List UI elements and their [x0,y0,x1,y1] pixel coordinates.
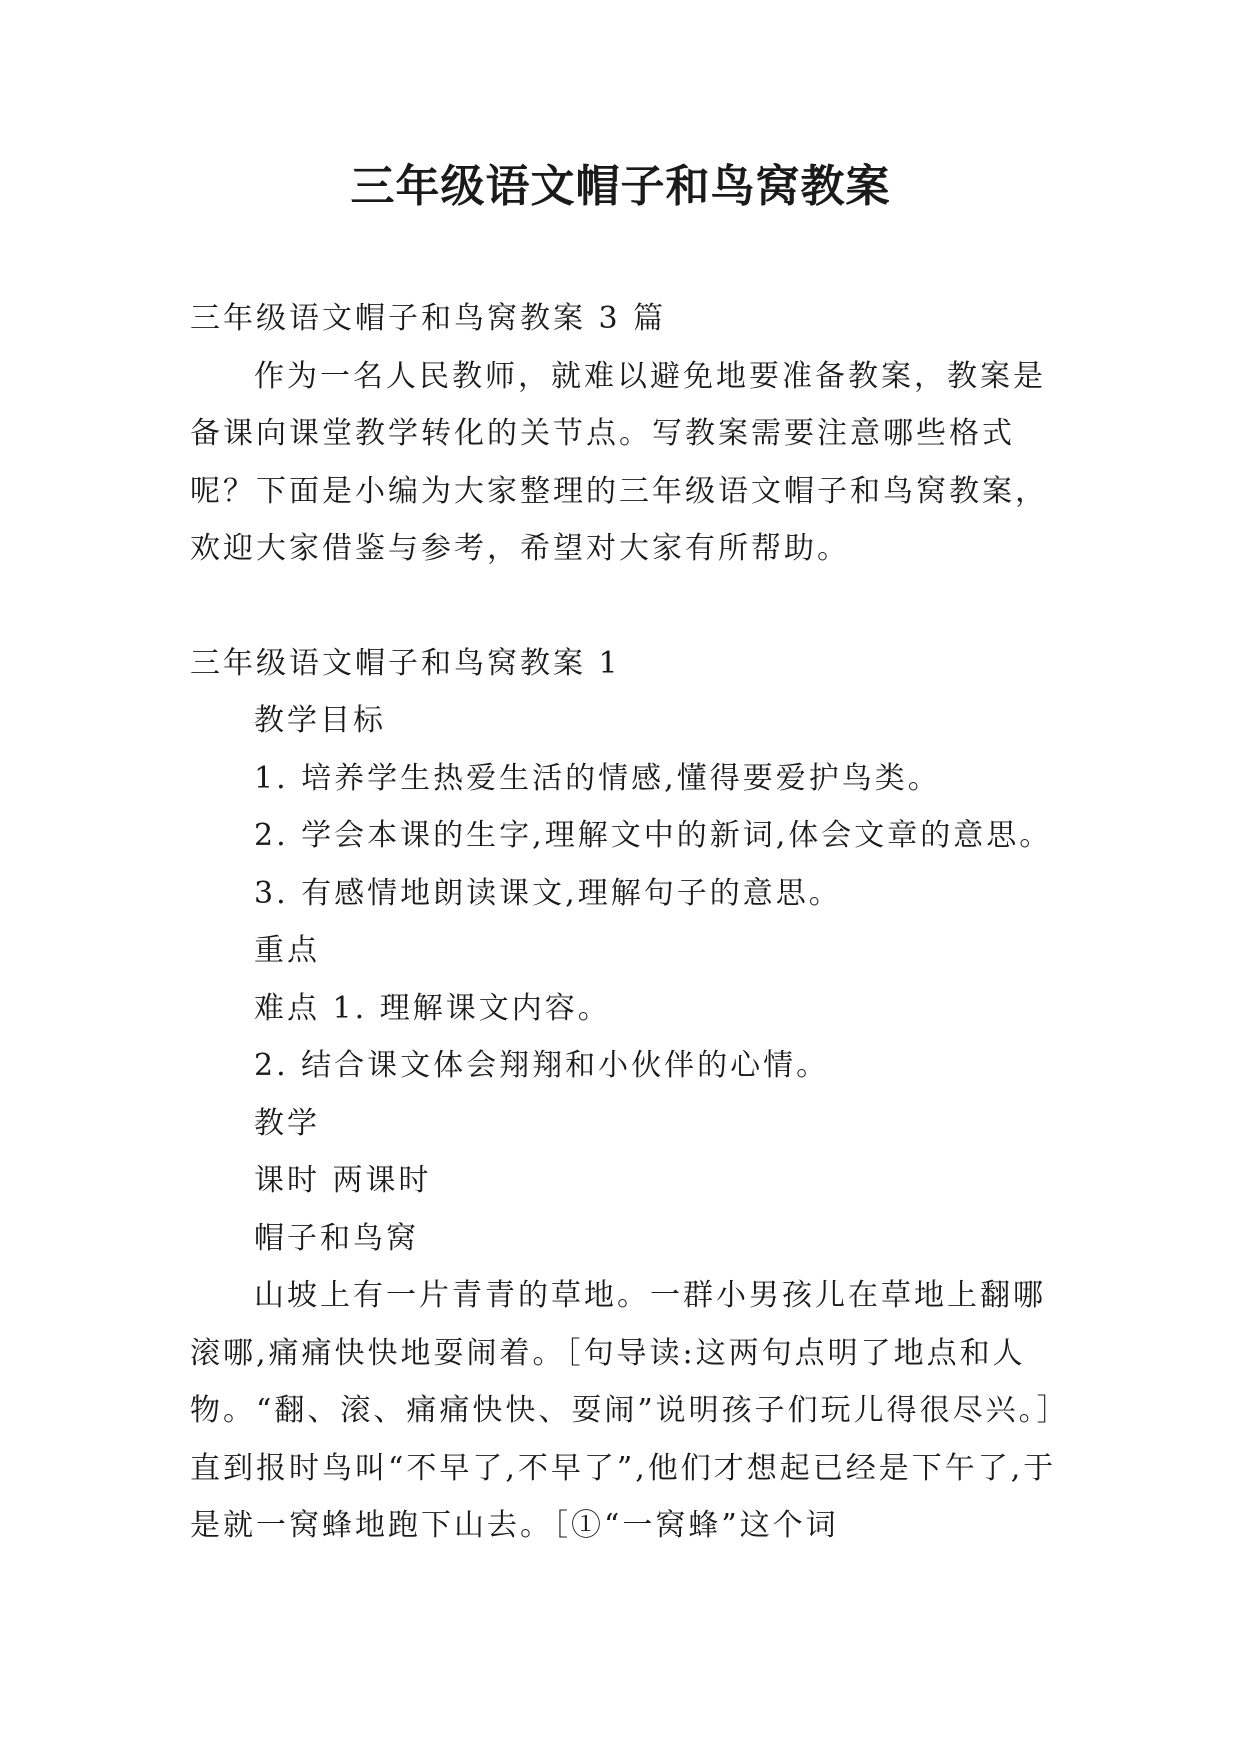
list-item: 3. 有感情地朗读课文,理解句子的意思。 [254,875,842,911]
page-title: 三年级语文帽子和鸟窝教案 [350,161,891,212]
story-paragraph: 山坡上有一片青青的草地。一群小男孩儿在草地上翻哪滚哪,痛痛快快地耍闹着。［句导读:这两句点明了地点和人物。“翻、滚、痛痛快快、耍闹”说明孩子们玩儿得很尽兴。］直到报时鸟叫“不早了,不早了”,他们才想起已经是下午了,于是就一窝蜂地跑下山去。［①“一窝蜂”这个词 [190,1278,1070,1543]
section-heading: 三年级语文帽子和鸟窝教案 1 [190,645,621,681]
list-item: 课时 两课时 [254,1163,432,1198]
subtitle: 三年级语文帽子和鸟窝教案 3 篇 [190,301,667,336]
list-item: 教学 [254,1105,320,1141]
list-item: 帽子和鸟窝 [254,1220,419,1256]
list-item: 难点 1. 理解课文内容。 [254,990,611,1026]
list-item: 教学目标 [254,703,386,738]
list-item: 重点 [254,933,320,968]
list-item: 1. 培养学生热爱生活的情感,懂得要爱护鸟类。 [254,760,941,796]
list-item: 2. 学会本课的生字,理解文中的新词,体会文章的意思。 [254,818,1053,853]
spacer [190,578,1070,635]
list-item: 2. 结合课文体会翔翔和小伙伴的心情。 [254,1048,830,1083]
document-body [190,290,1070,1555]
intro-paragraph: 作为一名人民教师，就难以避免地要准备教案，教案是备课向课堂教学转化的关节点。写教案需要注意哪些格式呢？下面是小编为大家整理的三年级语文帽子和鸟窝教案，欢迎大家借鉴与参考，希望对大家有所帮助。 [190,358,1048,566]
